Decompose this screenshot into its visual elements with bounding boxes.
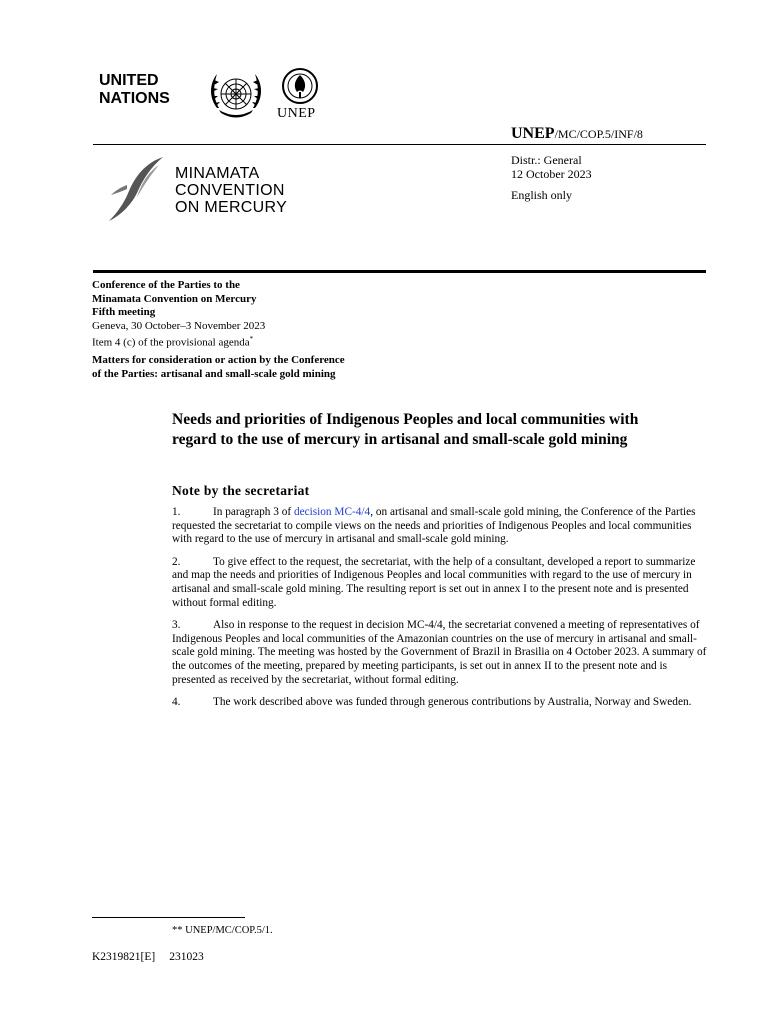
meeting-info: Conference of the Parties to the Minamata Convention on Mercury Fifth meeting Geneva, 30 October–3 November 2023 Item 4 (c) of the provisional agenda* bbox=[92, 279, 266, 349]
united-nations-wordmark: UNITED NATIONS bbox=[99, 72, 170, 107]
decision-link[interactable]: decision MC-4/4 bbox=[293, 506, 371, 518]
paragraph-4: 4. The work described above was funded through generous contributions by Australia, Norway and Sweden. bbox=[172, 696, 692, 709]
minamata-convention-wordmark: MINAMATA CONVENTION ON MERCURY bbox=[175, 165, 288, 216]
distribution-status: Distr.: General bbox=[511, 153, 582, 167]
paragraph-1: 1. In paragraph 3 of decision MC-4/4, on artisanal and small-scale gold mining, the Conference of the Parties requested the secretariat to compile views on the needs and priorities of Indigenous Peoples and local communities with regard to the use of mercury in artisanal and small-scale gold mining. bbox=[172, 506, 696, 546]
document-title: Needs and priorities of Indigenous Peoples and local communities with regard to the use of mercury in artisanal and small-scale gold mining bbox=[172, 411, 639, 448]
footnote-marker: * bbox=[249, 335, 254, 343]
distribution-block bbox=[511, 153, 592, 202]
document-symbol: UNEP/MC/COP.5/INF/8 bbox=[511, 125, 643, 142]
paragraph-2: 2. To give effect to the request, the secretariat, with the help of a consultant, developed a report to summarize and map the needs and priorities of Indigenous Peoples and local communities with regard to the use of mercury in artisanal and small-scale gold mining. The resulting report is set out in annex I to the present note and is presented without formal editing. bbox=[172, 555, 696, 609]
minamata-logo-icon bbox=[105, 155, 165, 225]
agenda-item-heading: Matters for consideration or action by the Conference of the Parties: artisanal and small-scale gold mining bbox=[92, 354, 345, 380]
thick-separator bbox=[93, 270, 706, 273]
paragraph-3: 3. Also in response to the request in decision MC-4/4, the secretariat convened a meeting of representatives of Indigenous Peoples and local communities of the Amazonian countries on the use of mercury in artisanal and small-scale gold mining. The meeting was hosted by the Government of Brazil in Brasilia on 4 October 2023. A summary of the outcomes of the meeting, prepared by meeting participants, is set out in annex II to the present note and is presented as received by the secretariat, without formal editing. bbox=[172, 619, 707, 686]
un-emblem-icon bbox=[205, 68, 267, 124]
header-rule bbox=[93, 144, 706, 145]
document-language: English only bbox=[511, 188, 573, 202]
unep-label: UNEP bbox=[277, 106, 316, 121]
footnote-rule bbox=[92, 917, 245, 918]
footnote: ** UNEP/MC/COP.5/1. bbox=[172, 925, 273, 936]
body-paragraphs bbox=[172, 506, 707, 719]
document-date: 12 October 2023 bbox=[511, 167, 592, 181]
document-subtitle: Note by the secretariat bbox=[172, 483, 310, 498]
job-number: K2319821[E] 231023 bbox=[92, 951, 204, 963]
